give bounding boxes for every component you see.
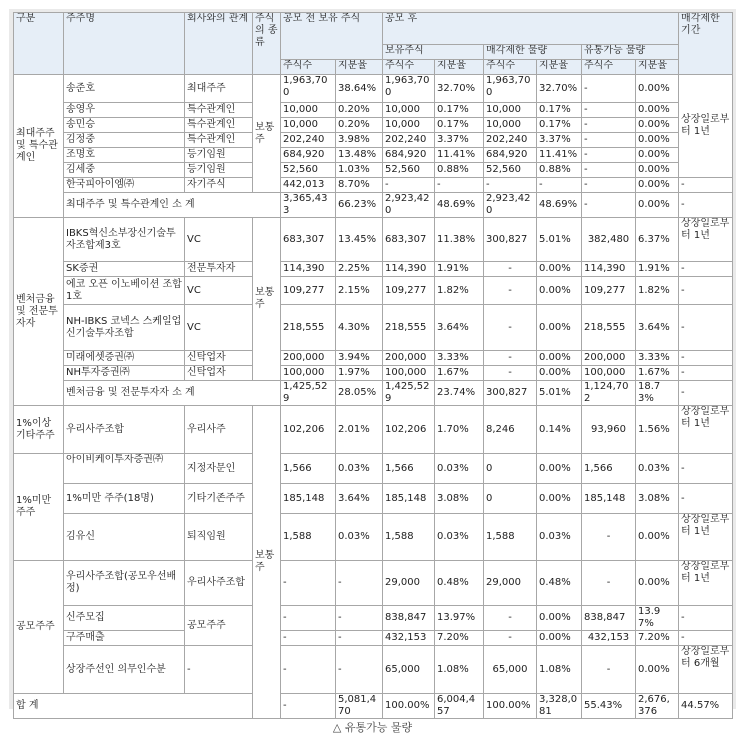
restriction-period: - bbox=[679, 193, 733, 218]
restricted-shares: 65,000 bbox=[484, 646, 537, 694]
stock-type: 보통주 bbox=[253, 75, 281, 193]
after-ratio: 100.00% bbox=[484, 694, 537, 719]
relation: 특수관계인 bbox=[185, 118, 253, 133]
tradable-ratio: 0.00% bbox=[636, 514, 679, 561]
holder-name: 김유신 bbox=[64, 514, 185, 561]
after-shares: 109,277 bbox=[383, 277, 435, 305]
restriction-period: - bbox=[679, 351, 733, 366]
after-shares: 218,555 bbox=[383, 305, 435, 351]
restricted-ratio: 11.41% bbox=[537, 148, 582, 163]
group-label: 벤처금융 및 전문투자자 bbox=[14, 218, 64, 406]
restricted-shares: - bbox=[484, 631, 537, 646]
before-ratio: - bbox=[336, 631, 383, 646]
restricted-shares: - bbox=[484, 277, 537, 305]
tradable-shares: 2,676,376 bbox=[636, 694, 679, 719]
header-shares: 주식수 bbox=[582, 60, 636, 75]
holder-name: 우리사주조합(공모우선배정) bbox=[64, 561, 185, 606]
tradable-ratio: 0.00% bbox=[636, 118, 679, 133]
before-ratio: - bbox=[336, 646, 383, 694]
restricted-ratio: 32.70% bbox=[537, 75, 582, 103]
restricted-ratio: 48.69% bbox=[537, 193, 582, 218]
relation: 지정자문인 bbox=[185, 454, 253, 484]
header-tradable: 유통가능 물량 bbox=[582, 45, 679, 60]
after-shares: 29,000 bbox=[383, 561, 435, 606]
restricted-ratio: 0.00% bbox=[537, 366, 582, 381]
relation: 우리사주조합 bbox=[185, 561, 253, 606]
holder-name: NH투자증권㈜ bbox=[64, 366, 185, 381]
restricted-ratio: 0.00% bbox=[537, 305, 582, 351]
after-ratio: 1.70% bbox=[435, 406, 484, 454]
tradable-shares: 382,480 bbox=[582, 218, 636, 262]
before-ratio: 1.03% bbox=[336, 163, 383, 178]
relation: 자기주식 bbox=[185, 178, 253, 193]
after-shares: 838,847 bbox=[383, 606, 435, 631]
tradable-ratio: 3.64% bbox=[636, 305, 679, 351]
restricted-shares: 300,827 bbox=[484, 218, 537, 262]
before-shares: 442,013 bbox=[281, 178, 336, 193]
tradable-shares: - bbox=[582, 646, 636, 694]
restricted-ratio: 5.01% bbox=[537, 381, 582, 406]
after-ratio: 13.97% bbox=[435, 606, 484, 631]
tradable-shares: - bbox=[582, 133, 636, 148]
restricted-ratio: 1.08% bbox=[537, 646, 582, 694]
before-shares: 1,425,529 bbox=[281, 381, 336, 406]
header-shares: 주식수 bbox=[383, 60, 435, 75]
tradable-shares: - bbox=[582, 75, 636, 103]
before-shares: 1,963,700 bbox=[281, 75, 336, 103]
after-shares: 1,566 bbox=[383, 454, 435, 484]
relation: 등기임원 bbox=[185, 163, 253, 178]
restricted-ratio: 0.17% bbox=[537, 103, 582, 118]
before-ratio: 0.20% bbox=[336, 103, 383, 118]
header-ratio: 지분율 bbox=[537, 60, 582, 75]
tradable-ratio: 1.56% bbox=[636, 406, 679, 454]
after-ratio: 0.48% bbox=[435, 561, 484, 606]
tradable-shares: 114,390 bbox=[582, 262, 636, 277]
tradable-shares: 109,277 bbox=[582, 277, 636, 305]
header-restricted: 매각제한 물량 bbox=[484, 45, 582, 60]
tradable-shares: 432,153 bbox=[582, 631, 636, 646]
restriction-period: - bbox=[679, 606, 733, 631]
after-ratio: 0.17% bbox=[435, 103, 484, 118]
header-ratio: 지분율 bbox=[636, 60, 679, 75]
relation: 전문투자자 bbox=[185, 262, 253, 277]
restricted-ratio: 5.01% bbox=[537, 218, 582, 262]
restricted-shares: 10,000 bbox=[484, 118, 537, 133]
relation: 특수관계인 bbox=[185, 133, 253, 148]
before-shares: 109,277 bbox=[281, 277, 336, 305]
restricted-shares: - bbox=[484, 178, 537, 193]
tradable-ratio: 0.00% bbox=[636, 163, 679, 178]
tradable-ratio: 1.91% bbox=[636, 262, 679, 277]
restricted-shares: - bbox=[484, 366, 537, 381]
after-shares: 1,963,700 bbox=[383, 75, 435, 103]
header-after: 공모 후 bbox=[383, 13, 679, 45]
after-ratio: 23.74% bbox=[435, 381, 484, 406]
before-shares: 10,000 bbox=[281, 103, 336, 118]
after-shares: 683,307 bbox=[383, 218, 435, 262]
restricted-ratio: 0.03% bbox=[537, 514, 582, 561]
before-ratio: 0.03% bbox=[336, 514, 383, 561]
restricted-ratio: 0.00% bbox=[537, 262, 582, 277]
after-shares: 432,153 bbox=[383, 631, 435, 646]
tradable-ratio: 44.57% bbox=[679, 694, 733, 719]
before-ratio: 4.30% bbox=[336, 305, 383, 351]
before-shares: 3,365,433 bbox=[281, 193, 336, 218]
restriction-period: - bbox=[679, 381, 733, 406]
restriction-period: - bbox=[679, 366, 733, 381]
restriction-period: 상장일로부터 1년 bbox=[679, 514, 733, 561]
restricted-shares: 52,560 bbox=[484, 163, 537, 178]
tradable-ratio: 0.03% bbox=[636, 454, 679, 484]
holder-name: 송영우 bbox=[64, 103, 185, 118]
holder-name: 구주매출 bbox=[64, 631, 185, 646]
subtotal-label: 벤처금융 및 전문투자자 소 계 bbox=[64, 381, 281, 406]
tradable-shares: - bbox=[582, 178, 636, 193]
relation: 신탁업자 bbox=[185, 351, 253, 366]
group-label: 최대주주 및 특수관계인 bbox=[14, 75, 64, 218]
restricted-shares: - bbox=[484, 305, 537, 351]
tradable-shares: 185,148 bbox=[582, 484, 636, 514]
header-holder: 주주명 bbox=[64, 13, 185, 75]
after-shares: 100,000 bbox=[383, 366, 435, 381]
tradable-shares: - bbox=[582, 514, 636, 561]
before-shares: 683,307 bbox=[281, 218, 336, 262]
relation: VC bbox=[185, 218, 253, 262]
before-shares: - bbox=[281, 606, 336, 631]
before-shares: - bbox=[281, 646, 336, 694]
after-shares: 2,923,420 bbox=[383, 193, 435, 218]
holder-name: 송준호 bbox=[64, 75, 185, 103]
after-shares: 102,206 bbox=[383, 406, 435, 454]
before-ratio: 38.64% bbox=[336, 75, 383, 103]
before-shares: 114,390 bbox=[281, 262, 336, 277]
holder-name: NH-IBKS 코넥스 스케일업 신기술투자조합 bbox=[64, 305, 185, 351]
before-ratio: 0.20% bbox=[336, 118, 383, 133]
tradable-ratio: 7.20% bbox=[636, 631, 679, 646]
before-ratio: 100.00% bbox=[383, 694, 435, 719]
group-label: 공모주주 bbox=[14, 561, 64, 694]
total-label: 합 계 bbox=[14, 694, 253, 719]
restricted-ratio: 0.00% bbox=[537, 454, 582, 484]
tradable-shares: - bbox=[582, 118, 636, 133]
holder-name: 에코 오픈 이노베이션 조합 1호 bbox=[64, 277, 185, 305]
before-shares: - bbox=[281, 561, 336, 606]
after-shares: 6,004,457 bbox=[435, 694, 484, 719]
tradable-ratio: 1.82% bbox=[636, 277, 679, 305]
after-shares: 114,390 bbox=[383, 262, 435, 277]
tradable-shares: - bbox=[582, 193, 636, 218]
header-category: 구분 bbox=[14, 13, 64, 75]
relation: 신탁업자 bbox=[185, 366, 253, 381]
restricted-shares: 1,588 bbox=[484, 514, 537, 561]
before-shares: 684,920 bbox=[281, 148, 336, 163]
restricted-ratio: 0.17% bbox=[537, 118, 582, 133]
after-shares: 1,588 bbox=[383, 514, 435, 561]
restriction-period: - bbox=[679, 305, 733, 351]
relation: 최대주주 bbox=[185, 75, 253, 103]
group-label: 1%이상 기타주주 bbox=[14, 406, 64, 454]
tradable-shares: 838,847 bbox=[582, 606, 636, 631]
before-shares: 5,081,470 bbox=[336, 694, 383, 719]
before-ratio: 13.45% bbox=[336, 218, 383, 262]
tradable-ratio: 18.73% bbox=[636, 381, 679, 406]
after-ratio: 0.88% bbox=[435, 163, 484, 178]
before-shares: 218,555 bbox=[281, 305, 336, 351]
after-ratio: 3.33% bbox=[435, 351, 484, 366]
tradable-ratio: 0.00% bbox=[636, 148, 679, 163]
tradable-shares: 93,960 bbox=[582, 406, 636, 454]
after-ratio: 1.67% bbox=[435, 366, 484, 381]
stock-type: - bbox=[281, 694, 336, 719]
after-ratio: 1.82% bbox=[435, 277, 484, 305]
before-shares: 10,000 bbox=[281, 118, 336, 133]
tradable-ratio: 1.67% bbox=[636, 366, 679, 381]
subtotal-label: 최대주주 및 특수관계인 소 계 bbox=[64, 193, 281, 218]
after-shares: 200,000 bbox=[383, 351, 435, 366]
header-shares: 주식수 bbox=[484, 60, 537, 75]
after-shares: 202,240 bbox=[383, 133, 435, 148]
before-shares: 200,000 bbox=[281, 351, 336, 366]
header-ratio: 지분율 bbox=[336, 60, 383, 75]
relation: 등기임원 bbox=[185, 148, 253, 163]
table-caption: △ 유통가능 물량 bbox=[332, 721, 413, 734]
after-shares: 65,000 bbox=[383, 646, 435, 694]
restricted-ratio: 0.00% bbox=[537, 277, 582, 305]
holder-name: 미래에셋증권㈜ bbox=[64, 351, 185, 366]
tradable-shares: - bbox=[582, 163, 636, 178]
holder-name: SK증권 bbox=[64, 262, 185, 277]
after-ratio: 3.08% bbox=[435, 484, 484, 514]
tradable-shares: 200,000 bbox=[582, 351, 636, 366]
before-ratio: 2.15% bbox=[336, 277, 383, 305]
after-shares: 10,000 bbox=[383, 118, 435, 133]
relation: 퇴직임원 bbox=[185, 514, 253, 561]
after-ratio: 0.03% bbox=[435, 454, 484, 484]
tradable-ratio: 6.37% bbox=[636, 218, 679, 262]
tradable-ratio: 3.33% bbox=[636, 351, 679, 366]
holder-name: 조명호 bbox=[64, 148, 185, 163]
before-shares: 1,566 bbox=[281, 454, 336, 484]
before-shares: 202,240 bbox=[281, 133, 336, 148]
restricted-shares: 2,923,420 bbox=[484, 193, 537, 218]
tradable-ratio: 0.00% bbox=[636, 561, 679, 606]
tradable-ratio: 0.00% bbox=[636, 193, 679, 218]
restricted-ratio: 0.00% bbox=[537, 606, 582, 631]
after-ratio: - bbox=[435, 178, 484, 193]
restricted-shares: 684,920 bbox=[484, 148, 537, 163]
tradable-ratio: 0.00% bbox=[636, 75, 679, 103]
relation: VC bbox=[185, 277, 253, 305]
shareholder-table bbox=[13, 12, 733, 719]
holder-name: 송민승 bbox=[64, 118, 185, 133]
relation: VC bbox=[185, 305, 253, 351]
after-ratio: 0.17% bbox=[435, 118, 484, 133]
restriction-period: - bbox=[679, 262, 733, 277]
restricted-ratio: 0.48% bbox=[537, 561, 582, 606]
tradable-shares: 1,566 bbox=[582, 454, 636, 484]
relation: - bbox=[185, 646, 253, 694]
tradable-ratio: 0.00% bbox=[636, 133, 679, 148]
restricted-ratio: 0.00% bbox=[537, 484, 582, 514]
relation: 특수관계인 bbox=[185, 103, 253, 118]
restriction-period: - bbox=[679, 277, 733, 305]
after-ratio: 48.69% bbox=[435, 193, 484, 218]
restricted-shares: - bbox=[484, 606, 537, 631]
holder-name: 신주모집 bbox=[64, 606, 185, 631]
after-ratio: 32.70% bbox=[435, 75, 484, 103]
before-ratio: 3.64% bbox=[336, 484, 383, 514]
before-shares: - bbox=[281, 631, 336, 646]
tradable-ratio: 13.97% bbox=[636, 606, 679, 631]
holder-name: 아이비케이투자증권㈜ bbox=[64, 454, 185, 484]
restriction-period: 상장일로부터 1년 bbox=[679, 75, 733, 178]
after-shares: 1,425,529 bbox=[383, 381, 435, 406]
restriction-period: - bbox=[679, 178, 733, 193]
before-ratio: 2.01% bbox=[336, 406, 383, 454]
restriction-period: 상장일로부터 1년 bbox=[679, 218, 733, 262]
restricted-shares: 3,328,081 bbox=[537, 694, 582, 719]
header-shares: 주식수 bbox=[281, 60, 336, 75]
before-ratio: - bbox=[336, 561, 383, 606]
relation: 기타기존주주 bbox=[185, 484, 253, 514]
restricted-shares: 8,246 bbox=[484, 406, 537, 454]
restricted-shares: 1,963,700 bbox=[484, 75, 537, 103]
after-shares: - bbox=[383, 178, 435, 193]
restricted-shares: 29,000 bbox=[484, 561, 537, 606]
after-ratio: 11.41% bbox=[435, 148, 484, 163]
before-ratio: 3.94% bbox=[336, 351, 383, 366]
restriction-period: 상장일로부터 6개월 bbox=[679, 646, 733, 694]
holder-name: 김세중 bbox=[64, 163, 185, 178]
header-ratio: 지분율 bbox=[435, 60, 484, 75]
tradable-ratio: 0.00% bbox=[636, 103, 679, 118]
after-ratio: 11.38% bbox=[435, 218, 484, 262]
after-ratio: 0.03% bbox=[435, 514, 484, 561]
stock-type: 보통주 bbox=[253, 218, 281, 381]
restricted-ratio: 0.88% bbox=[537, 163, 582, 178]
before-ratio: 8.70% bbox=[336, 178, 383, 193]
after-ratio: 1.08% bbox=[435, 646, 484, 694]
holder-name: 한국피아이엠㈜ bbox=[64, 178, 185, 193]
tradable-shares: 100,000 bbox=[582, 366, 636, 381]
before-shares: 52,560 bbox=[281, 163, 336, 178]
header-relation: 회사와의 관계 bbox=[185, 13, 253, 75]
relation: 공모주주 bbox=[185, 606, 253, 646]
before-ratio: - bbox=[336, 606, 383, 631]
restricted-ratio: 3.37% bbox=[537, 133, 582, 148]
header-stock-type: 주식의 종류 bbox=[253, 13, 281, 75]
restricted-ratio: 55.43% bbox=[582, 694, 636, 719]
before-shares: 100,000 bbox=[281, 366, 336, 381]
before-ratio: 0.03% bbox=[336, 454, 383, 484]
restricted-shares: 0 bbox=[484, 454, 537, 484]
restricted-shares: 300,827 bbox=[484, 381, 537, 406]
restriction-period: - bbox=[679, 484, 733, 514]
after-ratio: 7.20% bbox=[435, 631, 484, 646]
tradable-ratio: 0.00% bbox=[636, 178, 679, 193]
after-shares: 185,148 bbox=[383, 484, 435, 514]
after-shares: 10,000 bbox=[383, 103, 435, 118]
header-held: 보유주식 bbox=[383, 45, 484, 60]
tradable-shares: - bbox=[582, 561, 636, 606]
restricted-ratio: 0.00% bbox=[537, 631, 582, 646]
before-ratio: 28.05% bbox=[336, 381, 383, 406]
after-ratio: 1.91% bbox=[435, 262, 484, 277]
before-ratio: 13.48% bbox=[336, 148, 383, 163]
tradable-ratio: 0.00% bbox=[636, 646, 679, 694]
restricted-shares: 10,000 bbox=[484, 103, 537, 118]
tradable-shares: 1,124,702 bbox=[582, 381, 636, 406]
holder-name: 우리사주조합 bbox=[64, 406, 185, 454]
tradable-shares: - bbox=[582, 103, 636, 118]
tradable-ratio: 3.08% bbox=[636, 484, 679, 514]
holder-name: 상장주선인 의무인수분 bbox=[64, 646, 185, 694]
restricted-shares: 0 bbox=[484, 484, 537, 514]
restricted-ratio: 0.14% bbox=[537, 406, 582, 454]
after-ratio: 3.64% bbox=[435, 305, 484, 351]
before-shares: 1,588 bbox=[281, 514, 336, 561]
after-shares: 684,920 bbox=[383, 148, 435, 163]
holder-name: IBKS혁신소부장신기술투자조합제3호 bbox=[64, 218, 185, 262]
before-ratio: 66.23% bbox=[336, 193, 383, 218]
tradable-shares: - bbox=[582, 148, 636, 163]
restriction-period: 상장일로부터 1년 bbox=[679, 561, 733, 606]
before-ratio: 3.98% bbox=[336, 133, 383, 148]
restriction-period: 상장일로부터 1년 bbox=[679, 406, 733, 454]
header-period: 매각제한 기간 bbox=[679, 13, 733, 75]
before-ratio: 1.97% bbox=[336, 366, 383, 381]
after-ratio: 3.37% bbox=[435, 133, 484, 148]
restricted-shares: - bbox=[484, 262, 537, 277]
relation: 우리사주 bbox=[185, 406, 253, 454]
before-shares: 185,148 bbox=[281, 484, 336, 514]
before-shares: 102,206 bbox=[281, 406, 336, 454]
restricted-ratio: - bbox=[537, 178, 582, 193]
restriction-period: - bbox=[679, 454, 733, 484]
restricted-shares: - bbox=[484, 351, 537, 366]
restricted-shares: 202,240 bbox=[484, 133, 537, 148]
after-shares: 52,560 bbox=[383, 163, 435, 178]
holder-name: 김정중 bbox=[64, 133, 185, 148]
restricted-ratio: 0.00% bbox=[537, 351, 582, 366]
stock-type: 보통주 bbox=[253, 406, 281, 719]
table-frame bbox=[9, 9, 736, 717]
group-label: 1%미만 주주 bbox=[14, 454, 64, 561]
holder-name: 1%미만 주주(18명) bbox=[64, 484, 185, 514]
restriction-period: - bbox=[679, 631, 733, 646]
tradable-shares: 218,555 bbox=[582, 305, 636, 351]
header-before: 공모 전 보유 주식 bbox=[281, 13, 383, 60]
before-ratio: 2.25% bbox=[336, 262, 383, 277]
